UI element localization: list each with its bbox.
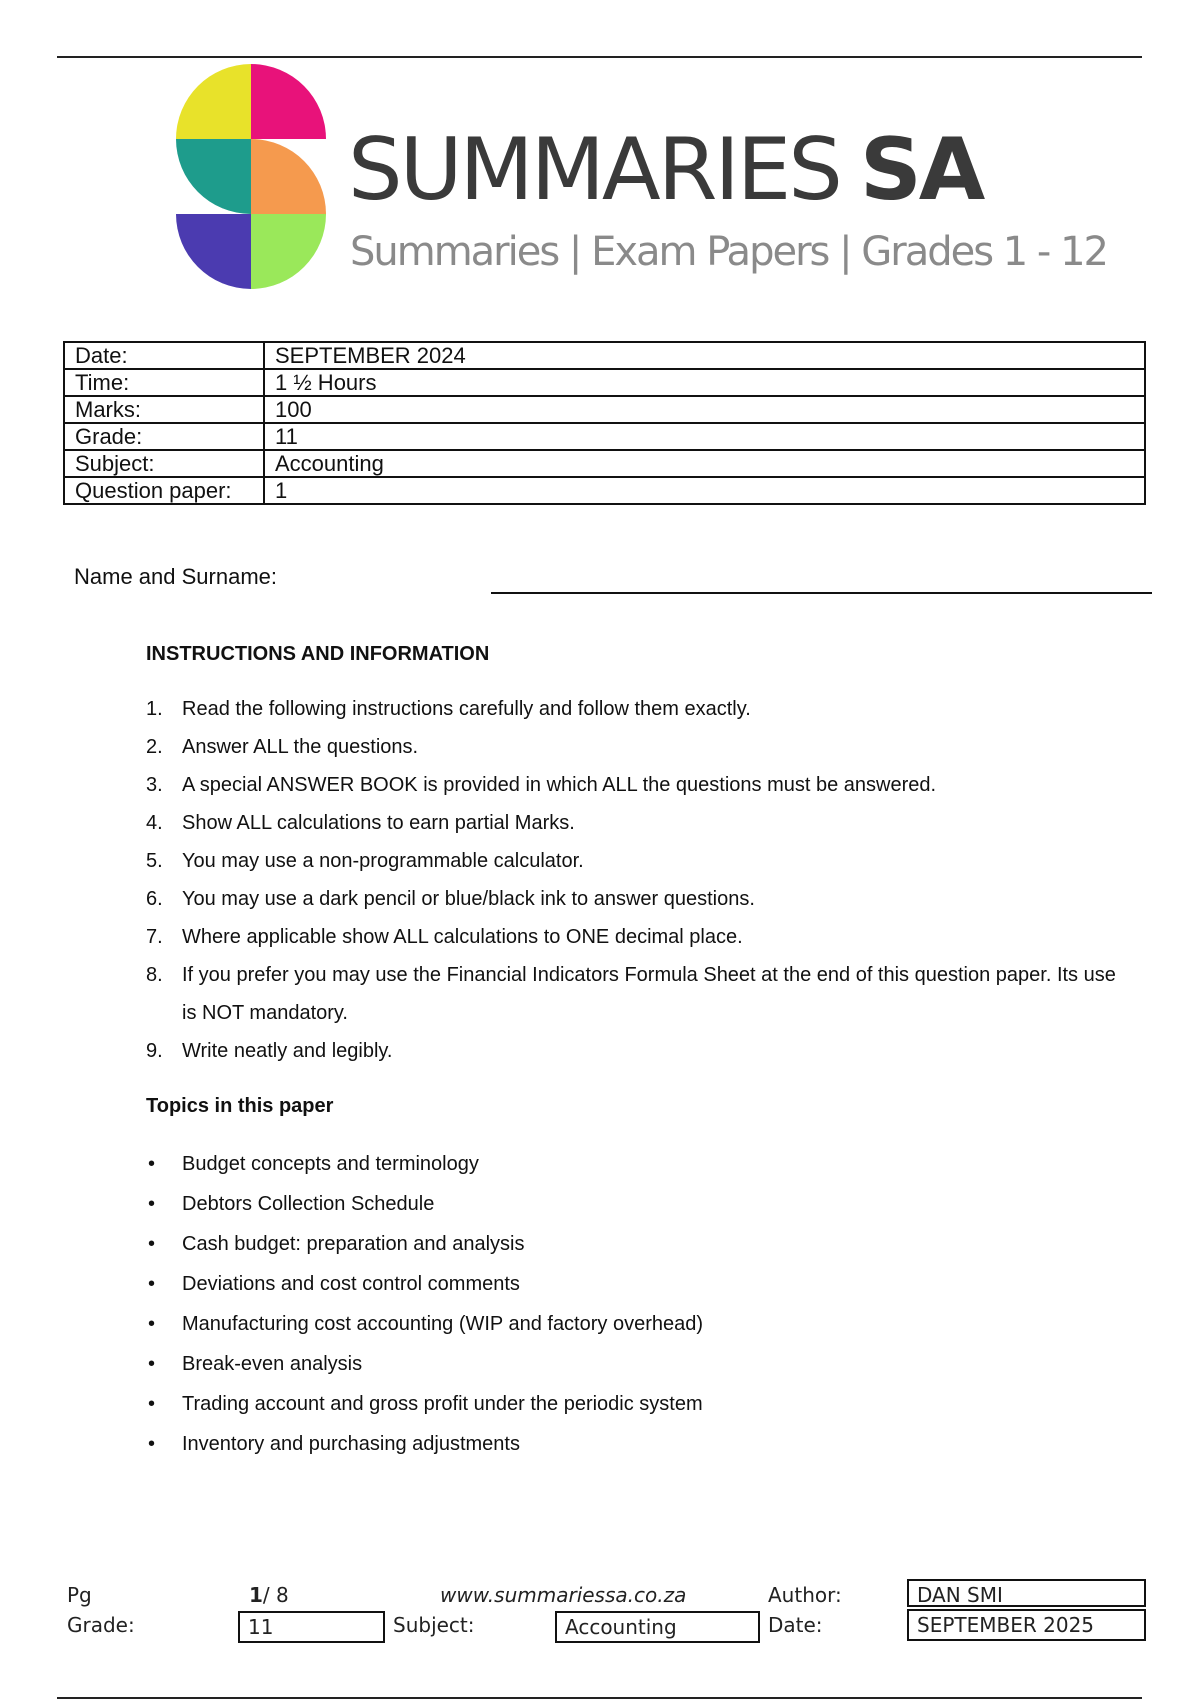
topic-text: Debtors Collection Schedule — [182, 1193, 435, 1215]
instruction-number: 6. — [146, 888, 163, 910]
footer-page-number — [249, 1581, 289, 1609]
info-label: Question paper: — [64, 477, 264, 504]
instruction-text: You may use a dark pencil or blue/black ink to answer questions. — [182, 888, 755, 910]
logo-title-light: SUMMARIES — [348, 120, 840, 220]
footer-grade-label: Grade: — [67, 1613, 135, 1637]
footer-pg-label: Pg — [67, 1583, 92, 1607]
bullet-icon: • — [148, 1193, 156, 1215]
topic-item — [146, 1224, 1046, 1264]
footer-date-label: Date: — [768, 1613, 823, 1637]
bullet-icon: • — [148, 1233, 156, 1255]
instruction-item — [146, 804, 1126, 842]
footer-page-total: / 8 — [262, 1583, 289, 1607]
instruction-item — [146, 880, 1126, 918]
instruction-item — [146, 766, 1126, 804]
instruction-item — [146, 956, 1126, 1032]
footer-grade-value: 11 — [238, 1611, 385, 1643]
topic-text: Inventory and purchasing adjustments — [182, 1433, 520, 1455]
instruction-text: A special ANSWER BOOK is provided in which ALL the questions must be answered. — [182, 774, 937, 796]
instructions-heading: INSTRUCTIONS AND INFORMATION — [146, 643, 490, 665]
info-row-date — [64, 342, 1145, 369]
info-value: 100 — [264, 396, 1145, 423]
topic-item — [146, 1384, 1046, 1424]
instruction-number: 9. — [146, 1040, 163, 1062]
bullet-icon: • — [148, 1313, 156, 1335]
footer-author-value: DAN SMI — [907, 1579, 1146, 1607]
info-label: Time: — [64, 369, 264, 396]
exam-info-table — [63, 341, 1146, 505]
instruction-text: You may use a non-programmable calculator. — [182, 850, 584, 872]
top-rule — [57, 56, 1142, 58]
logo-title-bold: SA — [859, 120, 983, 220]
info-value: Accounting — [264, 450, 1145, 477]
name-surname-line — [491, 592, 1152, 594]
info-row-grade — [64, 423, 1145, 450]
topic-item — [146, 1184, 1046, 1224]
instruction-text: Answer ALL the questions. — [182, 736, 419, 758]
page-footer — [0, 1578, 1200, 1648]
topic-text: Budget concepts and terminology — [182, 1153, 479, 1175]
info-label: Date: — [64, 342, 264, 369]
bullet-icon: • — [148, 1393, 156, 1415]
bottom-rule — [57, 1697, 1142, 1699]
topic-item — [146, 1304, 1046, 1344]
info-row-subject — [64, 450, 1145, 477]
instruction-number: 1. — [146, 698, 163, 720]
topic-text: Trading account and gross profit under the periodic system — [182, 1393, 703, 1415]
topics-heading: Topics in this paper — [146, 1095, 334, 1117]
topics-list — [146, 1144, 1046, 1464]
logo-subtitle: Summaries | Exam Papers | Grades 1 - 12 — [350, 229, 1107, 275]
instructions-list — [146, 690, 1126, 1070]
instruction-number: 3. — [146, 774, 163, 796]
topic-item — [146, 1144, 1046, 1184]
info-label: Grade: — [64, 423, 264, 450]
logo-title — [348, 120, 982, 220]
instruction-item — [146, 690, 1126, 728]
info-value: 1 — [264, 477, 1145, 504]
topic-text: Break-even analysis — [182, 1353, 363, 1375]
instruction-text: Show ALL calculations to earn partial Marks. — [182, 812, 575, 834]
summaries-sa-logo-icon — [176, 64, 326, 289]
instruction-number: 5. — [146, 850, 163, 872]
name-surname-label: Name and Surname: — [74, 564, 277, 589]
instruction-text: Write neatly and legibly. — [182, 1040, 393, 1062]
info-label: Marks: — [64, 396, 264, 423]
instruction-number: 4. — [146, 812, 163, 834]
instruction-text: Where applicable show ALL calculations to ONE decimal place. — [182, 926, 743, 948]
bullet-icon: • — [148, 1433, 156, 1455]
footer-author-label: Author: — [768, 1583, 842, 1607]
footer-subject-label: Subject: — [393, 1613, 475, 1637]
topic-item — [146, 1424, 1046, 1464]
info-row-question-paper — [64, 477, 1145, 504]
topic-item — [146, 1344, 1046, 1384]
topic-text: Cash budget: preparation and analysis — [182, 1233, 525, 1255]
instruction-text: Read the following instructions carefully and follow them exactly. — [182, 698, 751, 720]
topic-text: Manufacturing cost accounting (WIP and factory overhead) — [182, 1313, 704, 1335]
info-label: Subject: — [64, 450, 264, 477]
info-value: 11 — [264, 423, 1145, 450]
topic-item — [146, 1264, 1046, 1304]
footer-date-value: SEPTEMBER 2025 — [907, 1609, 1146, 1641]
footer-page-current: 1 — [249, 1583, 263, 1607]
bullet-icon: • — [148, 1353, 156, 1375]
instruction-number: 8. — [146, 964, 163, 986]
info-row-time — [64, 369, 1145, 396]
footer-subject-value: Accounting — [555, 1611, 760, 1643]
bullet-icon: • — [148, 1153, 156, 1175]
instruction-item — [146, 842, 1126, 880]
info-value: 1 ½ Hours — [264, 369, 1145, 396]
instruction-number: 2. — [146, 736, 163, 758]
instruction-text: If you prefer you may use the Financial Indicators Formula Sheet at the end of this question paper. Its use is NOT mandatory. — [182, 964, 1116, 1024]
info-row-marks — [64, 396, 1145, 423]
instruction-item — [146, 918, 1126, 956]
instruction-number: 7. — [146, 926, 163, 948]
instruction-item — [146, 728, 1126, 766]
topic-text: Deviations and cost control comments — [182, 1273, 520, 1295]
bullet-icon: • — [148, 1273, 156, 1295]
footer-website-link[interactable]: www.summariessa.co.za — [440, 1583, 687, 1607]
info-value: SEPTEMBER 2024 — [264, 342, 1145, 369]
instruction-item — [146, 1032, 1126, 1070]
